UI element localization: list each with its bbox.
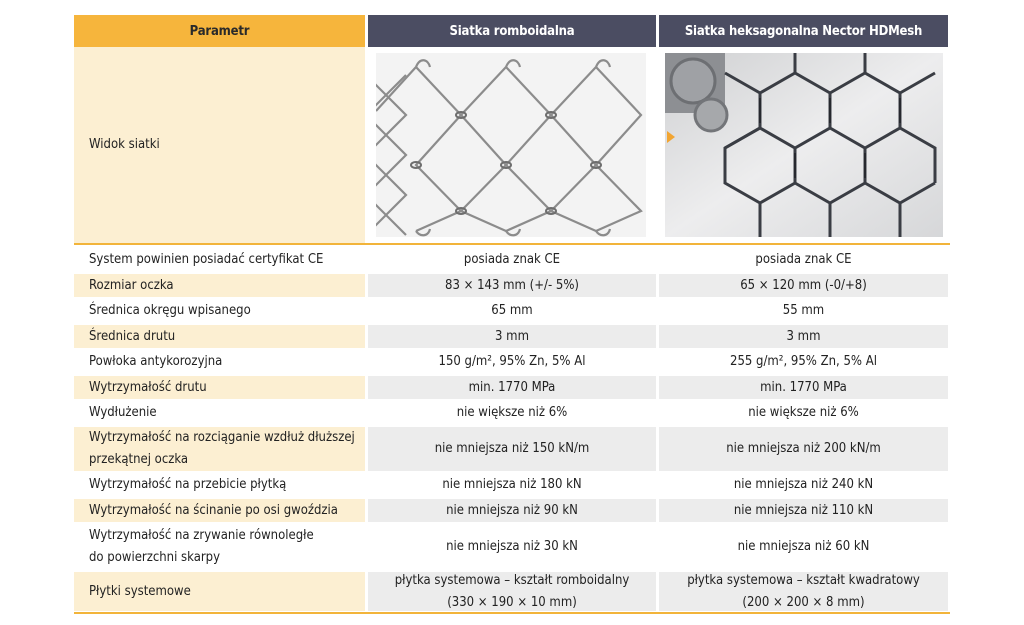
row-label-line2: do powierzchni skarpy	[89, 550, 221, 565]
row-value-hexagonal: nie mniejsza niż 110 kN	[659, 499, 948, 522]
row-label-line2: przekątnej oczka	[89, 452, 189, 467]
table-row	[74, 274, 950, 297]
row-value-rhomboid: nie mniejsza niż 180 kN	[442, 477, 582, 492]
table-row	[74, 350, 950, 374]
divider-line	[74, 243, 950, 245]
row-label-line1: Wytrzymałość na zrywanie równoległe	[89, 528, 314, 543]
row-value-line1: płytka systemowa – kształt kwadratowy	[687, 572, 920, 588]
image-row-label: Widok siatki	[74, 47, 365, 243]
row-label	[74, 427, 365, 471]
row-label: Wytrzymałość drutu	[74, 376, 365, 399]
row-label: Płytki systemowe	[74, 572, 365, 611]
rhomboid-mesh-photo	[376, 53, 646, 237]
row-value-hexagonal: nie mniejsza niż 240 kN	[733, 477, 874, 492]
row-label: Średnica drutu	[74, 325, 365, 348]
row-value-rhomboid: nie mniejsza niż 30 kN	[446, 539, 578, 554]
table-row	[74, 572, 950, 611]
row-value-line2: (330 × 190 × 10 mm)	[447, 594, 577, 610]
row-value-rhomboid: min. 1770 MPa	[368, 376, 656, 399]
row-value-rhomboid: 65 mm	[491, 303, 533, 318]
row-value-rhomboid: 83 × 143 mm (+/- 5%)	[368, 274, 656, 297]
row-label: Wytrzymałość na ścinanie po osi gwoździa	[74, 499, 365, 522]
row-value-hexagonal: min. 1770 MPa	[659, 376, 948, 399]
row-value-hexagonal: nie mniejsza niż 200 kN/m	[659, 427, 948, 471]
row-value-rhomboid: nie mniejsza niż 150 kN/m	[368, 427, 656, 471]
row-value-rhomboid	[368, 572, 656, 611]
table-row	[74, 524, 950, 570]
row-label: System powinien posiadać certyfikat CE	[89, 252, 324, 267]
table-row	[74, 401, 950, 425]
table-row	[74, 299, 950, 323]
row-value-hexagonal: nie większe niż 6%	[748, 405, 859, 420]
row-value-line1: płytka systemowa – kształt romboidalny	[394, 572, 630, 588]
row-value-rhomboid: nie mniejsza niż 90 kN	[368, 499, 656, 522]
row-value-hexagonal: 255 g/m², 95% Zn, 5% Al	[730, 354, 877, 369]
row-value-line2: (200 × 200 × 8 mm)	[742, 594, 865, 610]
row-value-hexagonal: 65 × 120 mm (-0/+8)	[659, 274, 948, 297]
row-label: Średnica okręgu wpisanego	[89, 303, 251, 318]
header-param: Parametr	[74, 15, 365, 47]
table-row	[74, 499, 950, 522]
table-row	[74, 473, 950, 497]
row-label: Wytrzymałość na przebicie płytką	[89, 477, 287, 492]
row-value-hexagonal: 3 mm	[659, 325, 948, 348]
header-col-rhomboid: Siatka romboidalna	[368, 15, 656, 47]
row-value-hexagonal	[659, 572, 948, 611]
row-label-line1: Wytrzymałość na rozciąganie wzdłuż dłuższej	[89, 430, 355, 445]
row-label: Powłoka antykorozyjna	[89, 354, 223, 369]
comparison-table	[74, 15, 950, 610]
table-header	[74, 15, 950, 47]
row-label	[74, 524, 365, 570]
row-label: Rozmiar oczka	[74, 274, 365, 297]
row-value-rhomboid: 3 mm	[368, 325, 656, 348]
row-value-rhomboid: nie większe niż 6%	[456, 405, 568, 420]
hexagonal-mesh-photo	[665, 53, 943, 237]
row-value-rhomboid: posiada znak CE	[463, 252, 561, 267]
image-row	[74, 47, 950, 243]
table-row	[74, 248, 950, 272]
row-value-hexagonal: posiada znak CE	[755, 252, 852, 267]
table-row	[74, 427, 950, 471]
row-value-hexagonal: 55 mm	[782, 303, 825, 318]
row-value-rhomboid: 150 g/m², 95% Zn, 5% Al	[438, 354, 586, 369]
header-col-hexagonal: Siatka heksagonalna Nector HDMesh	[659, 15, 948, 47]
table-row	[74, 376, 950, 399]
row-value-hexagonal: nie mniejsza niż 60 kN	[737, 539, 870, 554]
bottom-line	[74, 612, 950, 614]
table-row	[74, 325, 950, 348]
row-label: Wydłużenie	[89, 405, 157, 420]
